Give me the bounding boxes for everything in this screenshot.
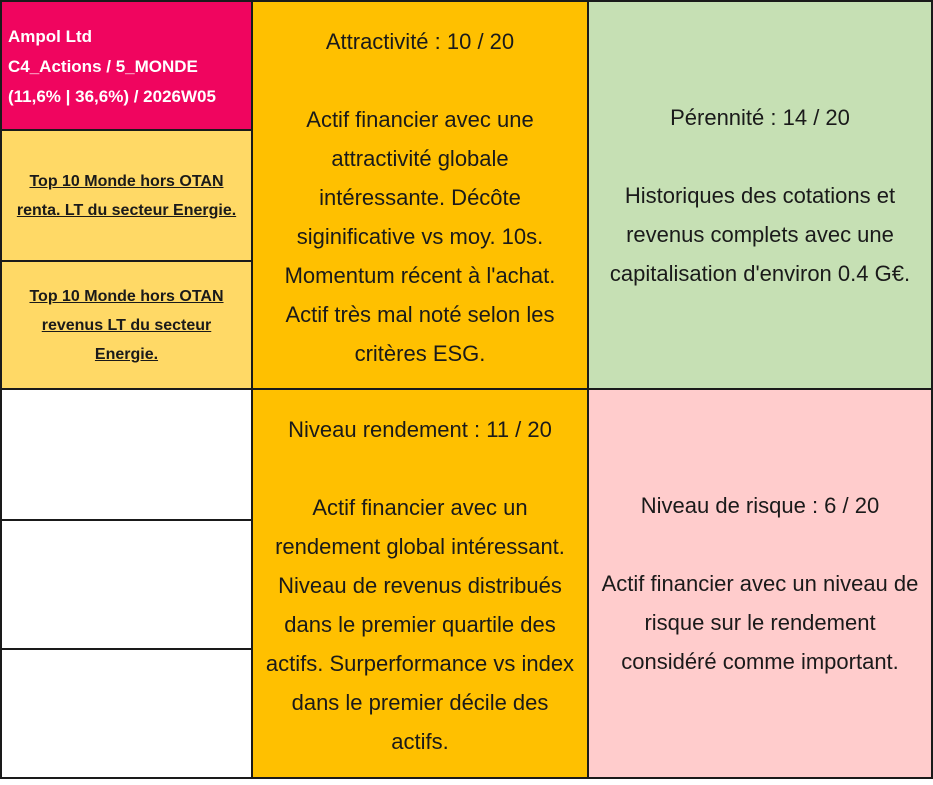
- attractiveness-panel: [251, 0, 589, 390]
- asset-stats: (11,6% | 36,6%) / 2026W05: [8, 87, 216, 106]
- yield-line: actifs.: [391, 729, 449, 754]
- sustainability-line: capitalisation d'environ 0.4 G€.: [609, 260, 911, 286]
- yield-line: dans le premier décile des: [291, 690, 549, 715]
- empty-cell: [0, 388, 253, 521]
- ranking-line: Top 10 Monde hors OTAN: [29, 287, 224, 305]
- risk-line: Actif financier avec un niveau de: [601, 571, 919, 596]
- yield-line: rendement global intéressant.: [275, 534, 565, 559]
- sustainability-title: Pérennité : 14 / 20: [670, 104, 850, 130]
- yield-line: actifs. Surperformance vs index: [265, 651, 575, 676]
- attractiveness-line: intéressante. Décôte: [319, 185, 521, 210]
- attractiveness-title: Attractivité : 10 / 20: [325, 29, 515, 54]
- ranking-badge-revenue: [0, 260, 253, 390]
- ranking-line: revenus LT du secteur: [41, 316, 212, 334]
- yield-line: Actif financier avec un: [312, 495, 528, 520]
- attractiveness-line: Actif financier avec une: [306, 107, 534, 132]
- yield-line: dans le premier quartile des: [284, 612, 556, 637]
- asset-category: C4_Actions / 5_MONDE: [8, 57, 198, 76]
- attractiveness-line: critères ESG.: [354, 341, 486, 366]
- ranking-line: Top 10 Monde hors OTAN: [29, 172, 224, 190]
- risk-title: Niveau de risque : 6 / 20: [640, 493, 880, 518]
- attractiveness-line: siginificative vs moy. 10s.: [296, 224, 544, 249]
- yield-line: Niveau de revenus distribués: [278, 573, 562, 598]
- ranking-badge-profitability: [0, 129, 253, 262]
- yield-panel: [251, 388, 589, 779]
- attractiveness-line: attractivité globale: [331, 146, 509, 171]
- ranking-line: Energie.: [94, 345, 159, 363]
- empty-cell: [0, 519, 253, 650]
- risk-line: risque sur le rendement: [644, 610, 876, 635]
- attractiveness-line: Momentum récent à l'achat.: [284, 263, 556, 288]
- sustainability-panel: [587, 0, 933, 390]
- asset-name: Ampol Ltd: [8, 27, 93, 46]
- risk-panel: [587, 388, 933, 779]
- sustainability-line: Historiques des cotations et: [624, 182, 896, 208]
- attractiveness-line: Actif très mal noté selon les: [285, 302, 555, 327]
- empty-cell: [0, 648, 253, 779]
- risk-line: considéré comme important.: [621, 649, 899, 674]
- sustainability-line: revenus complets avec une: [626, 221, 894, 247]
- ranking-line: renta. LT du secteur Energie.: [16, 201, 237, 219]
- asset-header: [0, 0, 253, 131]
- yield-title: Niveau rendement : 11 / 20: [288, 417, 552, 442]
